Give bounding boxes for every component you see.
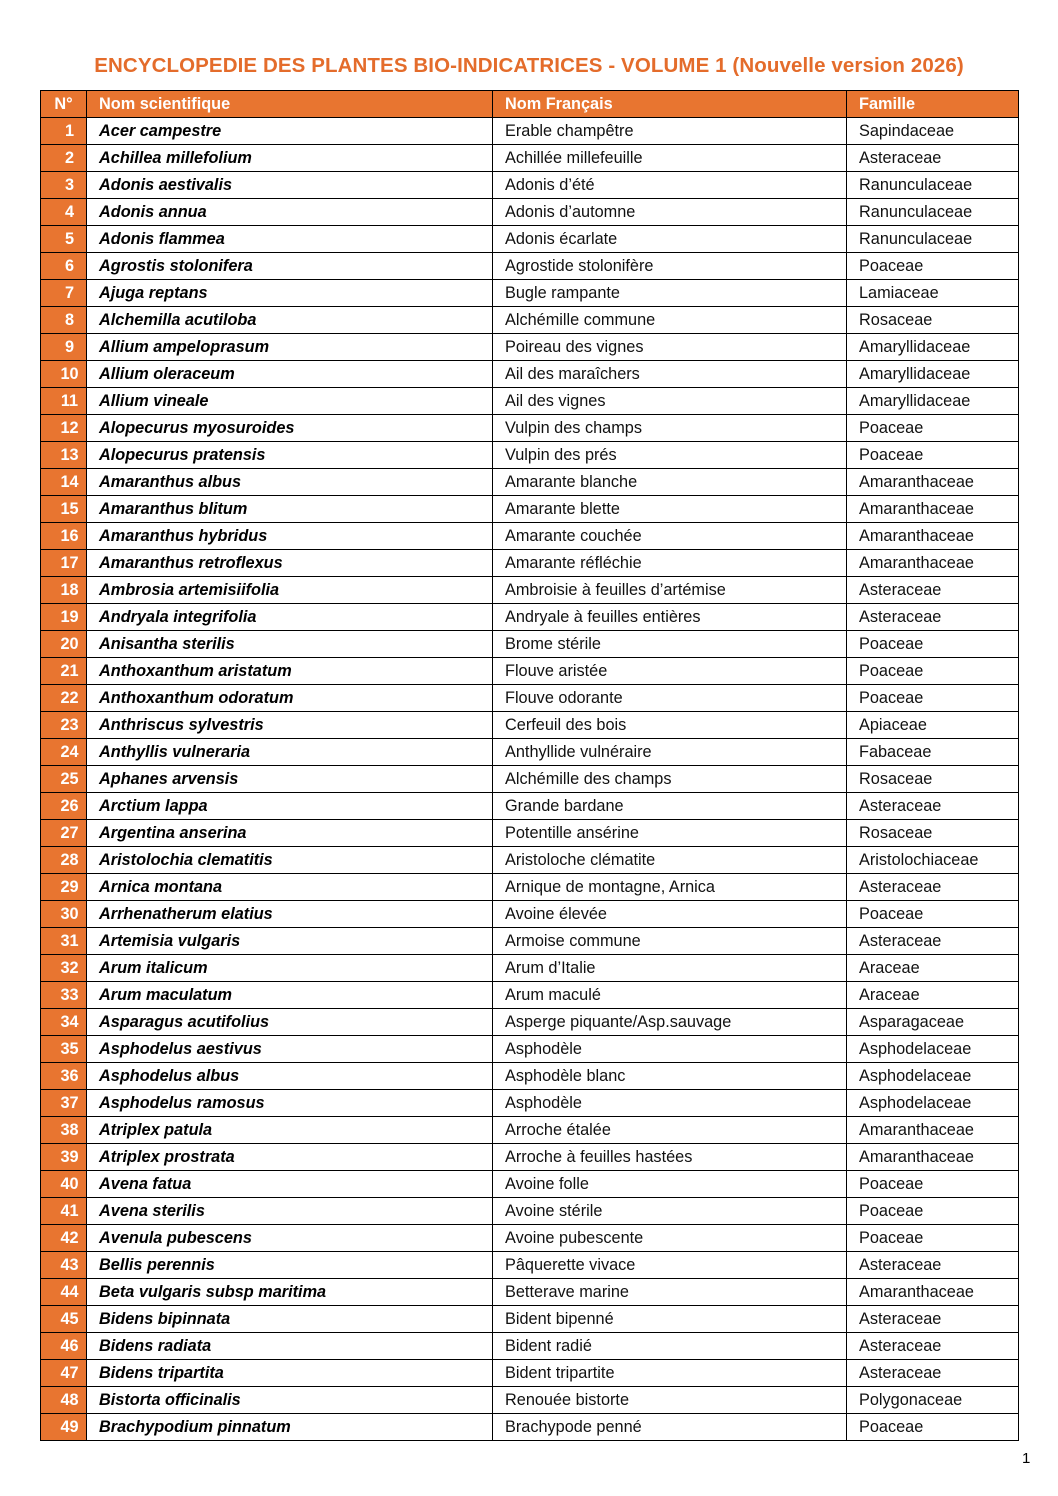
row-number: 14 xyxy=(41,469,87,496)
family: Asteraceae xyxy=(847,1333,1019,1360)
family: Araceae xyxy=(847,955,1019,982)
table-row xyxy=(41,361,1019,388)
family: Ranunculaceae xyxy=(847,199,1019,226)
french-name: Adonis écarlate xyxy=(493,226,847,253)
family: Ranunculaceae xyxy=(847,226,1019,253)
table-row xyxy=(41,1198,1019,1225)
family: Poaceae xyxy=(847,1171,1019,1198)
table-row xyxy=(41,1036,1019,1063)
row-number: 33 xyxy=(41,982,87,1009)
row-number: 3 xyxy=(41,172,87,199)
scientific-name: Beta vulgaris subsp maritima xyxy=(87,1279,493,1306)
family: Amaranthaceae xyxy=(847,523,1019,550)
row-number: 10 xyxy=(41,361,87,388)
scientific-name: Anthoxanthum odoratum xyxy=(87,685,493,712)
row-number: 4 xyxy=(41,199,87,226)
scientific-name: Argentina anserina xyxy=(87,820,493,847)
row-number: 6 xyxy=(41,253,87,280)
scientific-name: Anisantha sterilis xyxy=(87,631,493,658)
french-name: Ail des vignes xyxy=(493,388,847,415)
row-number: 47 xyxy=(41,1360,87,1387)
scientific-name: Arnica montana xyxy=(87,874,493,901)
scientific-name: Aphanes arvensis xyxy=(87,766,493,793)
scientific-name: Asphodelus aestivus xyxy=(87,1036,493,1063)
scientific-name: Brachypodium pinnatum xyxy=(87,1414,493,1441)
family: Polygonaceae xyxy=(847,1387,1019,1414)
french-name: Brome stérile xyxy=(493,631,847,658)
family: Poaceae xyxy=(847,1198,1019,1225)
family: Poaceae xyxy=(847,658,1019,685)
scientific-name: Ajuga reptans xyxy=(87,280,493,307)
table-body xyxy=(41,118,1019,1441)
family: Poaceae xyxy=(847,685,1019,712)
french-name: Betterave marine xyxy=(493,1279,847,1306)
row-number: 1 xyxy=(41,118,87,145)
family: Amaryllidaceae xyxy=(847,388,1019,415)
french-name: Arum d’Italie xyxy=(493,955,847,982)
row-number: 15 xyxy=(41,496,87,523)
french-name: Poireau des vignes xyxy=(493,334,847,361)
scientific-name: Ambrosia artemisiifolia xyxy=(87,577,493,604)
scientific-name: Avena fatua xyxy=(87,1171,493,1198)
family: Asparagaceae xyxy=(847,1009,1019,1036)
row-number: 19 xyxy=(41,604,87,631)
table-row xyxy=(41,604,1019,631)
row-number: 16 xyxy=(41,523,87,550)
french-name: Renouée bistorte xyxy=(493,1387,847,1414)
family: Asphodelaceae xyxy=(847,1036,1019,1063)
scientific-name: Bidens radiata xyxy=(87,1333,493,1360)
french-name: Amarante couchée xyxy=(493,523,847,550)
row-number: 26 xyxy=(41,793,87,820)
table-row xyxy=(41,658,1019,685)
french-name: Amarante blette xyxy=(493,496,847,523)
row-number: 32 xyxy=(41,955,87,982)
french-name: Asphodèle blanc xyxy=(493,1063,847,1090)
french-name: Avoine folle xyxy=(493,1171,847,1198)
french-name: Ambroisie à feuilles d’artémise xyxy=(493,577,847,604)
scientific-name: Amaranthus hybridus xyxy=(87,523,493,550)
table-row xyxy=(41,145,1019,172)
french-name: Arum maculé xyxy=(493,982,847,1009)
table-row xyxy=(41,712,1019,739)
table-row xyxy=(41,874,1019,901)
row-number: 38 xyxy=(41,1117,87,1144)
scientific-name: Adonis annua xyxy=(87,199,493,226)
scientific-name: Agrostis stolonifera xyxy=(87,253,493,280)
scientific-name: Atriplex prostrata xyxy=(87,1144,493,1171)
family: Aristolochiaceae xyxy=(847,847,1019,874)
french-name: Erable champêtre xyxy=(493,118,847,145)
french-name: Asperge piquante/Asp.sauvage xyxy=(493,1009,847,1036)
family: Rosaceae xyxy=(847,307,1019,334)
french-name: Brachypode penné xyxy=(493,1414,847,1441)
row-number: 25 xyxy=(41,766,87,793)
table-row xyxy=(41,955,1019,982)
table-row xyxy=(41,1252,1019,1279)
row-number: 42 xyxy=(41,1225,87,1252)
family: Poaceae xyxy=(847,901,1019,928)
document-title: ENCYCLOPEDIE DES PLANTES BIO-INDICATRICES - VOLUME 1 (Nouvelle version 2026) xyxy=(94,54,964,77)
french-name: Arroche à feuilles hastées xyxy=(493,1144,847,1171)
family: Amaranthaceae xyxy=(847,1144,1019,1171)
row-number: 23 xyxy=(41,712,87,739)
french-name: Aristoloche clématite xyxy=(493,847,847,874)
french-name: Agrostide stolonifère xyxy=(493,253,847,280)
table-row xyxy=(41,793,1019,820)
family: Rosaceae xyxy=(847,820,1019,847)
row-number: 5 xyxy=(41,226,87,253)
table-row xyxy=(41,550,1019,577)
scientific-name: Bidens tripartita xyxy=(87,1360,493,1387)
scientific-name: Avenula pubescens xyxy=(87,1225,493,1252)
table-header xyxy=(41,91,1019,118)
family: Asteraceae xyxy=(847,604,1019,631)
table-row xyxy=(41,1144,1019,1171)
french-name: Asphodèle xyxy=(493,1036,847,1063)
table-row xyxy=(41,442,1019,469)
table-row xyxy=(41,280,1019,307)
french-name: Achillée millefeuille xyxy=(493,145,847,172)
family: Asteraceae xyxy=(847,1252,1019,1279)
plants-table xyxy=(40,90,1019,1441)
row-number: 17 xyxy=(41,550,87,577)
french-name: Avoine pubescente xyxy=(493,1225,847,1252)
french-name: Flouve aristée xyxy=(493,658,847,685)
family: Poaceae xyxy=(847,442,1019,469)
table-row xyxy=(41,334,1019,361)
scientific-name: Asphodelus ramosus xyxy=(87,1090,493,1117)
table-row xyxy=(41,496,1019,523)
row-number: 2 xyxy=(41,145,87,172)
row-number: 48 xyxy=(41,1387,87,1414)
table-row xyxy=(41,1171,1019,1198)
table-row xyxy=(41,523,1019,550)
scientific-name: Arctium lappa xyxy=(87,793,493,820)
scientific-name: Anthoxanthum aristatum xyxy=(87,658,493,685)
scientific-name: Artemisia vulgaris xyxy=(87,928,493,955)
table-row xyxy=(41,1117,1019,1144)
table-row xyxy=(41,172,1019,199)
french-name: Adonis d’automne xyxy=(493,199,847,226)
french-name: Arnique de montagne, Arnica xyxy=(493,874,847,901)
row-number: 29 xyxy=(41,874,87,901)
french-name: Cerfeuil des bois xyxy=(493,712,847,739)
scientific-name: Asphodelus albus xyxy=(87,1063,493,1090)
table-row xyxy=(41,1279,1019,1306)
table-row xyxy=(41,1090,1019,1117)
row-number: 30 xyxy=(41,901,87,928)
table-row xyxy=(41,1225,1019,1252)
family: Asphodelaceae xyxy=(847,1090,1019,1117)
scientific-name: Asparagus acutifolius xyxy=(87,1009,493,1036)
family: Poaceae xyxy=(847,631,1019,658)
scientific-name: Anthyllis vulneraria xyxy=(87,739,493,766)
row-number: 36 xyxy=(41,1063,87,1090)
row-number: 37 xyxy=(41,1090,87,1117)
family: Amaryllidaceae xyxy=(847,334,1019,361)
row-number: 20 xyxy=(41,631,87,658)
row-number: 18 xyxy=(41,577,87,604)
row-number: 46 xyxy=(41,1333,87,1360)
family: Asteraceae xyxy=(847,793,1019,820)
row-number: 7 xyxy=(41,280,87,307)
scientific-name: Andryala integrifolia xyxy=(87,604,493,631)
table-row xyxy=(41,199,1019,226)
table-row xyxy=(41,982,1019,1009)
scientific-name: Bellis perennis xyxy=(87,1252,493,1279)
family: Asteraceae xyxy=(847,577,1019,604)
family: Asteraceae xyxy=(847,1360,1019,1387)
scientific-name: Anthriscus sylvestris xyxy=(87,712,493,739)
scientific-name: Atriplex patula xyxy=(87,1117,493,1144)
family: Asteraceae xyxy=(847,145,1019,172)
table-row xyxy=(41,1333,1019,1360)
french-name: Flouve odorante xyxy=(493,685,847,712)
french-name: Alchémille commune xyxy=(493,307,847,334)
row-number: 9 xyxy=(41,334,87,361)
family: Amaranthaceae xyxy=(847,469,1019,496)
row-number: 41 xyxy=(41,1198,87,1225)
header-row xyxy=(41,91,1019,118)
family: Amaranthaceae xyxy=(847,1117,1019,1144)
scientific-name: Arum italicum xyxy=(87,955,493,982)
family: Ranunculaceae xyxy=(847,172,1019,199)
table-row xyxy=(41,253,1019,280)
table-row xyxy=(41,766,1019,793)
french-name: Vulpin des champs xyxy=(493,415,847,442)
family: Poaceae xyxy=(847,253,1019,280)
table-row xyxy=(41,469,1019,496)
french-name: Anthyllide vulnéraire xyxy=(493,739,847,766)
scientific-name: Arrhenatherum elatius xyxy=(87,901,493,928)
family: Poaceae xyxy=(847,415,1019,442)
scientific-name: Adonis aestivalis xyxy=(87,172,493,199)
row-number: 39 xyxy=(41,1144,87,1171)
family: Apiaceae xyxy=(847,712,1019,739)
scientific-name: Alopecurus myosuroides xyxy=(87,415,493,442)
family: Araceae xyxy=(847,982,1019,1009)
row-number: 8 xyxy=(41,307,87,334)
french-name: Bident bipenné xyxy=(493,1306,847,1333)
scientific-name: Amaranthus albus xyxy=(87,469,493,496)
row-number: 12 xyxy=(41,415,87,442)
table-row xyxy=(41,307,1019,334)
scientific-name: Avena sterilis xyxy=(87,1198,493,1225)
french-name: Vulpin des prés xyxy=(493,442,847,469)
scientific-name: Allium ampeloprasum xyxy=(87,334,493,361)
row-number: 13 xyxy=(41,442,87,469)
table-row xyxy=(41,118,1019,145)
scientific-name: Amaranthus retroflexus xyxy=(87,550,493,577)
row-number: 45 xyxy=(41,1306,87,1333)
family: Fabaceae xyxy=(847,739,1019,766)
table-row xyxy=(41,1414,1019,1441)
family: Asteraceae xyxy=(847,1306,1019,1333)
table-row xyxy=(41,901,1019,928)
french-name: Adonis d’été xyxy=(493,172,847,199)
french-name: Grande bardane xyxy=(493,793,847,820)
row-number: 28 xyxy=(41,847,87,874)
french-name: Bident tripartite xyxy=(493,1360,847,1387)
french-name: Andryale à feuilles entières xyxy=(493,604,847,631)
row-number: 44 xyxy=(41,1279,87,1306)
scientific-name: Alchemilla acutiloba xyxy=(87,307,493,334)
family: Amaranthaceae xyxy=(847,550,1019,577)
row-number: 24 xyxy=(41,739,87,766)
family: Rosaceae xyxy=(847,766,1019,793)
table-row xyxy=(41,415,1019,442)
french-name: Avoine stérile xyxy=(493,1198,847,1225)
scientific-name: Adonis flammea xyxy=(87,226,493,253)
table-row xyxy=(41,226,1019,253)
table-row xyxy=(41,928,1019,955)
table-row xyxy=(41,1063,1019,1090)
french-name: Bugle rampante xyxy=(493,280,847,307)
scientific-name: Allium oleraceum xyxy=(87,361,493,388)
family: Amaranthaceae xyxy=(847,1279,1019,1306)
scientific-name: Acer campestre xyxy=(87,118,493,145)
row-number: 27 xyxy=(41,820,87,847)
table-row xyxy=(41,820,1019,847)
scientific-name: Alopecurus pratensis xyxy=(87,442,493,469)
table-row xyxy=(41,1009,1019,1036)
scientific-name: Bidens bipinnata xyxy=(87,1306,493,1333)
row-number: 31 xyxy=(41,928,87,955)
family: Amaryllidaceae xyxy=(847,361,1019,388)
french-name: Avoine élevée xyxy=(493,901,847,928)
table-row xyxy=(41,685,1019,712)
french-name: Armoise commune xyxy=(493,928,847,955)
scientific-name: Arum maculatum xyxy=(87,982,493,1009)
table-row xyxy=(41,631,1019,658)
french-name: Bident radié xyxy=(493,1333,847,1360)
row-number: 35 xyxy=(41,1036,87,1063)
table-row xyxy=(41,1360,1019,1387)
french-name: Pâquerette vivace xyxy=(493,1252,847,1279)
family: Lamiaceae xyxy=(847,280,1019,307)
header-french-name: Nom Français xyxy=(493,91,847,118)
table-row xyxy=(41,388,1019,415)
scientific-name: Allium vineale xyxy=(87,388,493,415)
family: Poaceae xyxy=(847,1414,1019,1441)
row-number: 40 xyxy=(41,1171,87,1198)
french-name: Alchémille des champs xyxy=(493,766,847,793)
french-name: Ail des maraîchers xyxy=(493,361,847,388)
family: Sapindaceae xyxy=(847,118,1019,145)
french-name: Amarante réfléchie xyxy=(493,550,847,577)
table-row xyxy=(41,1387,1019,1414)
french-name: Amarante blanche xyxy=(493,469,847,496)
header-number: N° xyxy=(41,91,87,118)
row-number: 49 xyxy=(41,1414,87,1441)
scientific-name: Aristolochia clematitis xyxy=(87,847,493,874)
table-row xyxy=(41,847,1019,874)
row-number: 21 xyxy=(41,658,87,685)
row-number: 34 xyxy=(41,1009,87,1036)
family: Amaranthaceae xyxy=(847,496,1019,523)
page-number: 1 xyxy=(1022,1450,1031,1467)
family: Asphodelaceae xyxy=(847,1063,1019,1090)
row-number: 11 xyxy=(41,388,87,415)
table-row xyxy=(41,1306,1019,1333)
header-scientific-name: Nom scientifique xyxy=(87,91,493,118)
scientific-name: Bistorta officinalis xyxy=(87,1387,493,1414)
french-name: Asphodèle xyxy=(493,1090,847,1117)
scientific-name: Achillea millefolium xyxy=(87,145,493,172)
family: Asteraceae xyxy=(847,874,1019,901)
french-name: Arroche étalée xyxy=(493,1117,847,1144)
scientific-name: Amaranthus blitum xyxy=(87,496,493,523)
french-name: Potentille ansérine xyxy=(493,820,847,847)
header-family: Famille xyxy=(847,91,1019,118)
row-number: 43 xyxy=(41,1252,87,1279)
family: Asteraceae xyxy=(847,928,1019,955)
table-row xyxy=(41,739,1019,766)
row-number: 22 xyxy=(41,685,87,712)
family: Poaceae xyxy=(847,1225,1019,1252)
table-row xyxy=(41,577,1019,604)
